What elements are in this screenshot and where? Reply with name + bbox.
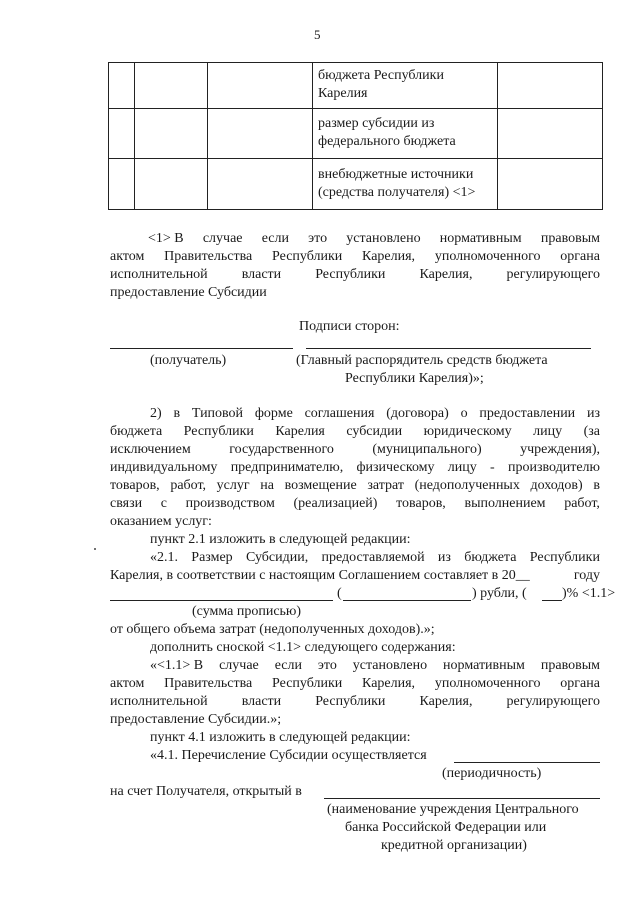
table-cell-label: [313, 63, 498, 109]
word: уполномоченного: [434, 676, 541, 691]
word: Размер: [191, 550, 233, 565]
word: из: [437, 550, 451, 565]
word: возмещение: [284, 478, 357, 493]
word: правовым: [540, 658, 600, 673]
word: на: [260, 478, 274, 493]
word: органа: [560, 249, 600, 264]
table-cell: [109, 63, 135, 109]
word: власти: [241, 267, 282, 282]
word: «<1.1> В: [150, 658, 204, 673]
para2-line: [110, 441, 600, 459]
word: правовым: [540, 231, 600, 246]
word: исключением: [110, 442, 191, 457]
periodicity-caption: (периодичность): [442, 766, 542, 781]
word: Республики: [272, 676, 343, 691]
word: бюджета: [110, 424, 163, 439]
word: случае: [219, 658, 259, 673]
cell-text: бюджета Республики: [318, 68, 444, 83]
word: форме: [254, 406, 293, 421]
word: (недополученных: [414, 478, 520, 493]
word: предоставляемой: [321, 550, 425, 565]
word: выполнением: [464, 496, 546, 511]
budget-table: [108, 62, 603, 210]
cell-text: Карелия: [318, 86, 368, 101]
table-cell-label: [313, 159, 498, 210]
word: Республики: [183, 424, 254, 439]
word: Республики: [315, 694, 386, 709]
page-number: 5: [314, 27, 321, 42]
word: актом: [110, 676, 145, 691]
word: Республики: [272, 249, 343, 264]
bank-caption: кредитной организации): [381, 838, 527, 853]
amount-words-blank-line: [343, 600, 471, 601]
word: Типовой: [191, 406, 244, 421]
word: нормативным: [443, 658, 525, 673]
word: работ,: [170, 478, 207, 493]
item21-line: [110, 567, 600, 585]
word: о: [460, 406, 468, 421]
item41-intro: пункт 4.1 изложить в следующей редакции:: [150, 730, 411, 745]
word: лицу: [533, 424, 563, 439]
periodicity-blank-line: [454, 762, 600, 763]
word: установлено: [352, 658, 428, 673]
word: учреждения),: [520, 442, 600, 457]
table-row: [109, 159, 603, 210]
footnote11-line: предоставление Субсидии.»;: [110, 712, 282, 727]
table-cell-label: [313, 109, 498, 159]
word: связи: [110, 496, 143, 511]
word: Карелия,: [362, 676, 416, 691]
para2-line: [150, 405, 600, 423]
cell-text: федерального бюджета: [318, 134, 456, 149]
word: если: [274, 658, 302, 673]
word: это: [308, 231, 328, 246]
table-row: [109, 63, 603, 109]
para2-line: [110, 495, 600, 513]
word: предоставлении: [479, 406, 576, 421]
word: нормативным: [439, 231, 522, 246]
word: Карелия,: [419, 694, 473, 709]
word: Правительства: [164, 676, 253, 691]
table-cell: [498, 159, 603, 210]
table-cell: [498, 63, 603, 109]
table-cell: [208, 109, 313, 159]
table-cell: [498, 109, 603, 159]
item41-line: «4.1. Перечисление Субсидии осуществляется: [150, 748, 427, 763]
word: бюджета: [464, 550, 517, 565]
para2-line: оказанием услуг:: [110, 514, 212, 529]
word: (за: [583, 424, 600, 439]
word: если: [261, 231, 289, 246]
margin-dot: [94, 548, 96, 550]
footnote-1-line: [148, 230, 600, 248]
item21-intro: пункт 2.1 изложить в следующей редакции:: [150, 532, 411, 547]
word: Республики: [315, 267, 386, 282]
table-cell: [208, 63, 313, 109]
item41-line: на счет Получателя, открытый в: [110, 784, 302, 799]
signatures-heading: Подписи сторон:: [299, 319, 400, 334]
word: товаров,: [110, 478, 160, 493]
table-cell: [109, 109, 135, 159]
word: Карелия, в соответствии с настоящим Соглашением составляет в 20__: [110, 568, 530, 583]
cell-text: (средства получателя) <1>: [318, 185, 476, 200]
table-cell: [135, 63, 208, 109]
signature-line-recipient: [110, 348, 293, 349]
word: Субсидии,: [245, 550, 309, 565]
word: Республики: [529, 550, 600, 565]
distributor-caption: Республики Карелия)»;: [345, 371, 484, 386]
signature-line-distributor: [306, 348, 591, 349]
word: производителю: [507, 460, 600, 475]
word: индивидуальному: [110, 460, 218, 475]
bank-blank-line: [324, 798, 600, 799]
word: актом: [110, 249, 145, 264]
distributor-caption: (Главный распорядитель средств бюджета: [296, 353, 548, 368]
word: физическому: [356, 460, 435, 475]
footnote11-intro: дополнить сноской <1.1> следующего содержания:: [150, 640, 456, 655]
word: из: [586, 406, 600, 421]
word: -: [490, 460, 495, 475]
item21-line: [150, 549, 600, 567]
word: производством: [185, 496, 275, 511]
word: услуг: [216, 478, 250, 493]
cell-text: внебюджетные источники: [318, 167, 474, 182]
footnote-1-line: [110, 266, 600, 284]
word: работ,: [564, 496, 600, 511]
word: исполнительной: [110, 694, 208, 709]
word: Правительства: [164, 249, 253, 264]
word: 2): [150, 406, 162, 421]
word: в: [173, 406, 181, 421]
footnote-1-line: [110, 248, 600, 266]
rubles-text: ) рубли, (: [472, 586, 527, 601]
para2-line: [110, 423, 600, 441]
recipient-caption: (получатель): [150, 353, 227, 368]
word: предпринимателю,: [230, 460, 344, 475]
word: исполнительной: [110, 267, 208, 282]
word: уполномоченного: [434, 249, 541, 264]
word: соглашения: [304, 406, 375, 421]
word: субсидии: [346, 424, 403, 439]
para2-line: [110, 459, 600, 477]
word: Карелия,: [419, 267, 473, 282]
table-row: [109, 109, 603, 159]
cell-text: размер субсидии из: [318, 116, 435, 131]
item21-line: от общего объема затрат (недополученных доходов).»;: [110, 622, 435, 637]
table-cell: [109, 159, 135, 210]
footnote11-line: [110, 675, 600, 693]
word: это: [317, 658, 337, 673]
word: Карелия,: [362, 249, 416, 264]
amount-blank-line: [110, 600, 333, 601]
word: с: [160, 496, 167, 511]
word: году: [573, 568, 600, 583]
para2-line: [110, 477, 600, 495]
word: лицу: [447, 460, 477, 475]
word: Карелия: [275, 424, 325, 439]
footnote11-line: [110, 693, 600, 711]
percent-text: )% <1.1>: [562, 586, 616, 601]
word: доходов): [530, 478, 583, 493]
table-cell: [208, 159, 313, 210]
word: (реализацией): [293, 496, 378, 511]
word: органа: [560, 676, 600, 691]
word: товаров,: [396, 496, 446, 511]
word: случае: [202, 231, 243, 246]
amount-open-paren: (: [337, 586, 342, 601]
word: власти: [241, 694, 282, 709]
word: «2.1.: [150, 550, 178, 565]
table-cell: [135, 109, 208, 159]
sum-caption: (сумма прописью): [192, 604, 302, 619]
word: установлено: [346, 231, 421, 246]
word: в: [593, 478, 600, 493]
word: <1> В: [148, 231, 184, 246]
word: регулирующего: [506, 694, 600, 709]
percent-blank-line: [542, 600, 562, 601]
word: регулирующего: [506, 267, 600, 282]
word: (договора): [386, 406, 449, 421]
table-cell: [135, 159, 208, 210]
footnote-1-line: предоставление Субсидии: [110, 285, 267, 300]
footnote11-line: [150, 657, 600, 675]
word: юридическому: [423, 424, 512, 439]
word: затрат: [367, 478, 404, 493]
bank-caption: (наименование учреждения Центрального: [327, 802, 579, 817]
bank-caption: банка Российской Федерации или: [345, 820, 547, 835]
word: государственного: [229, 442, 334, 457]
word: (муниципального): [372, 442, 482, 457]
